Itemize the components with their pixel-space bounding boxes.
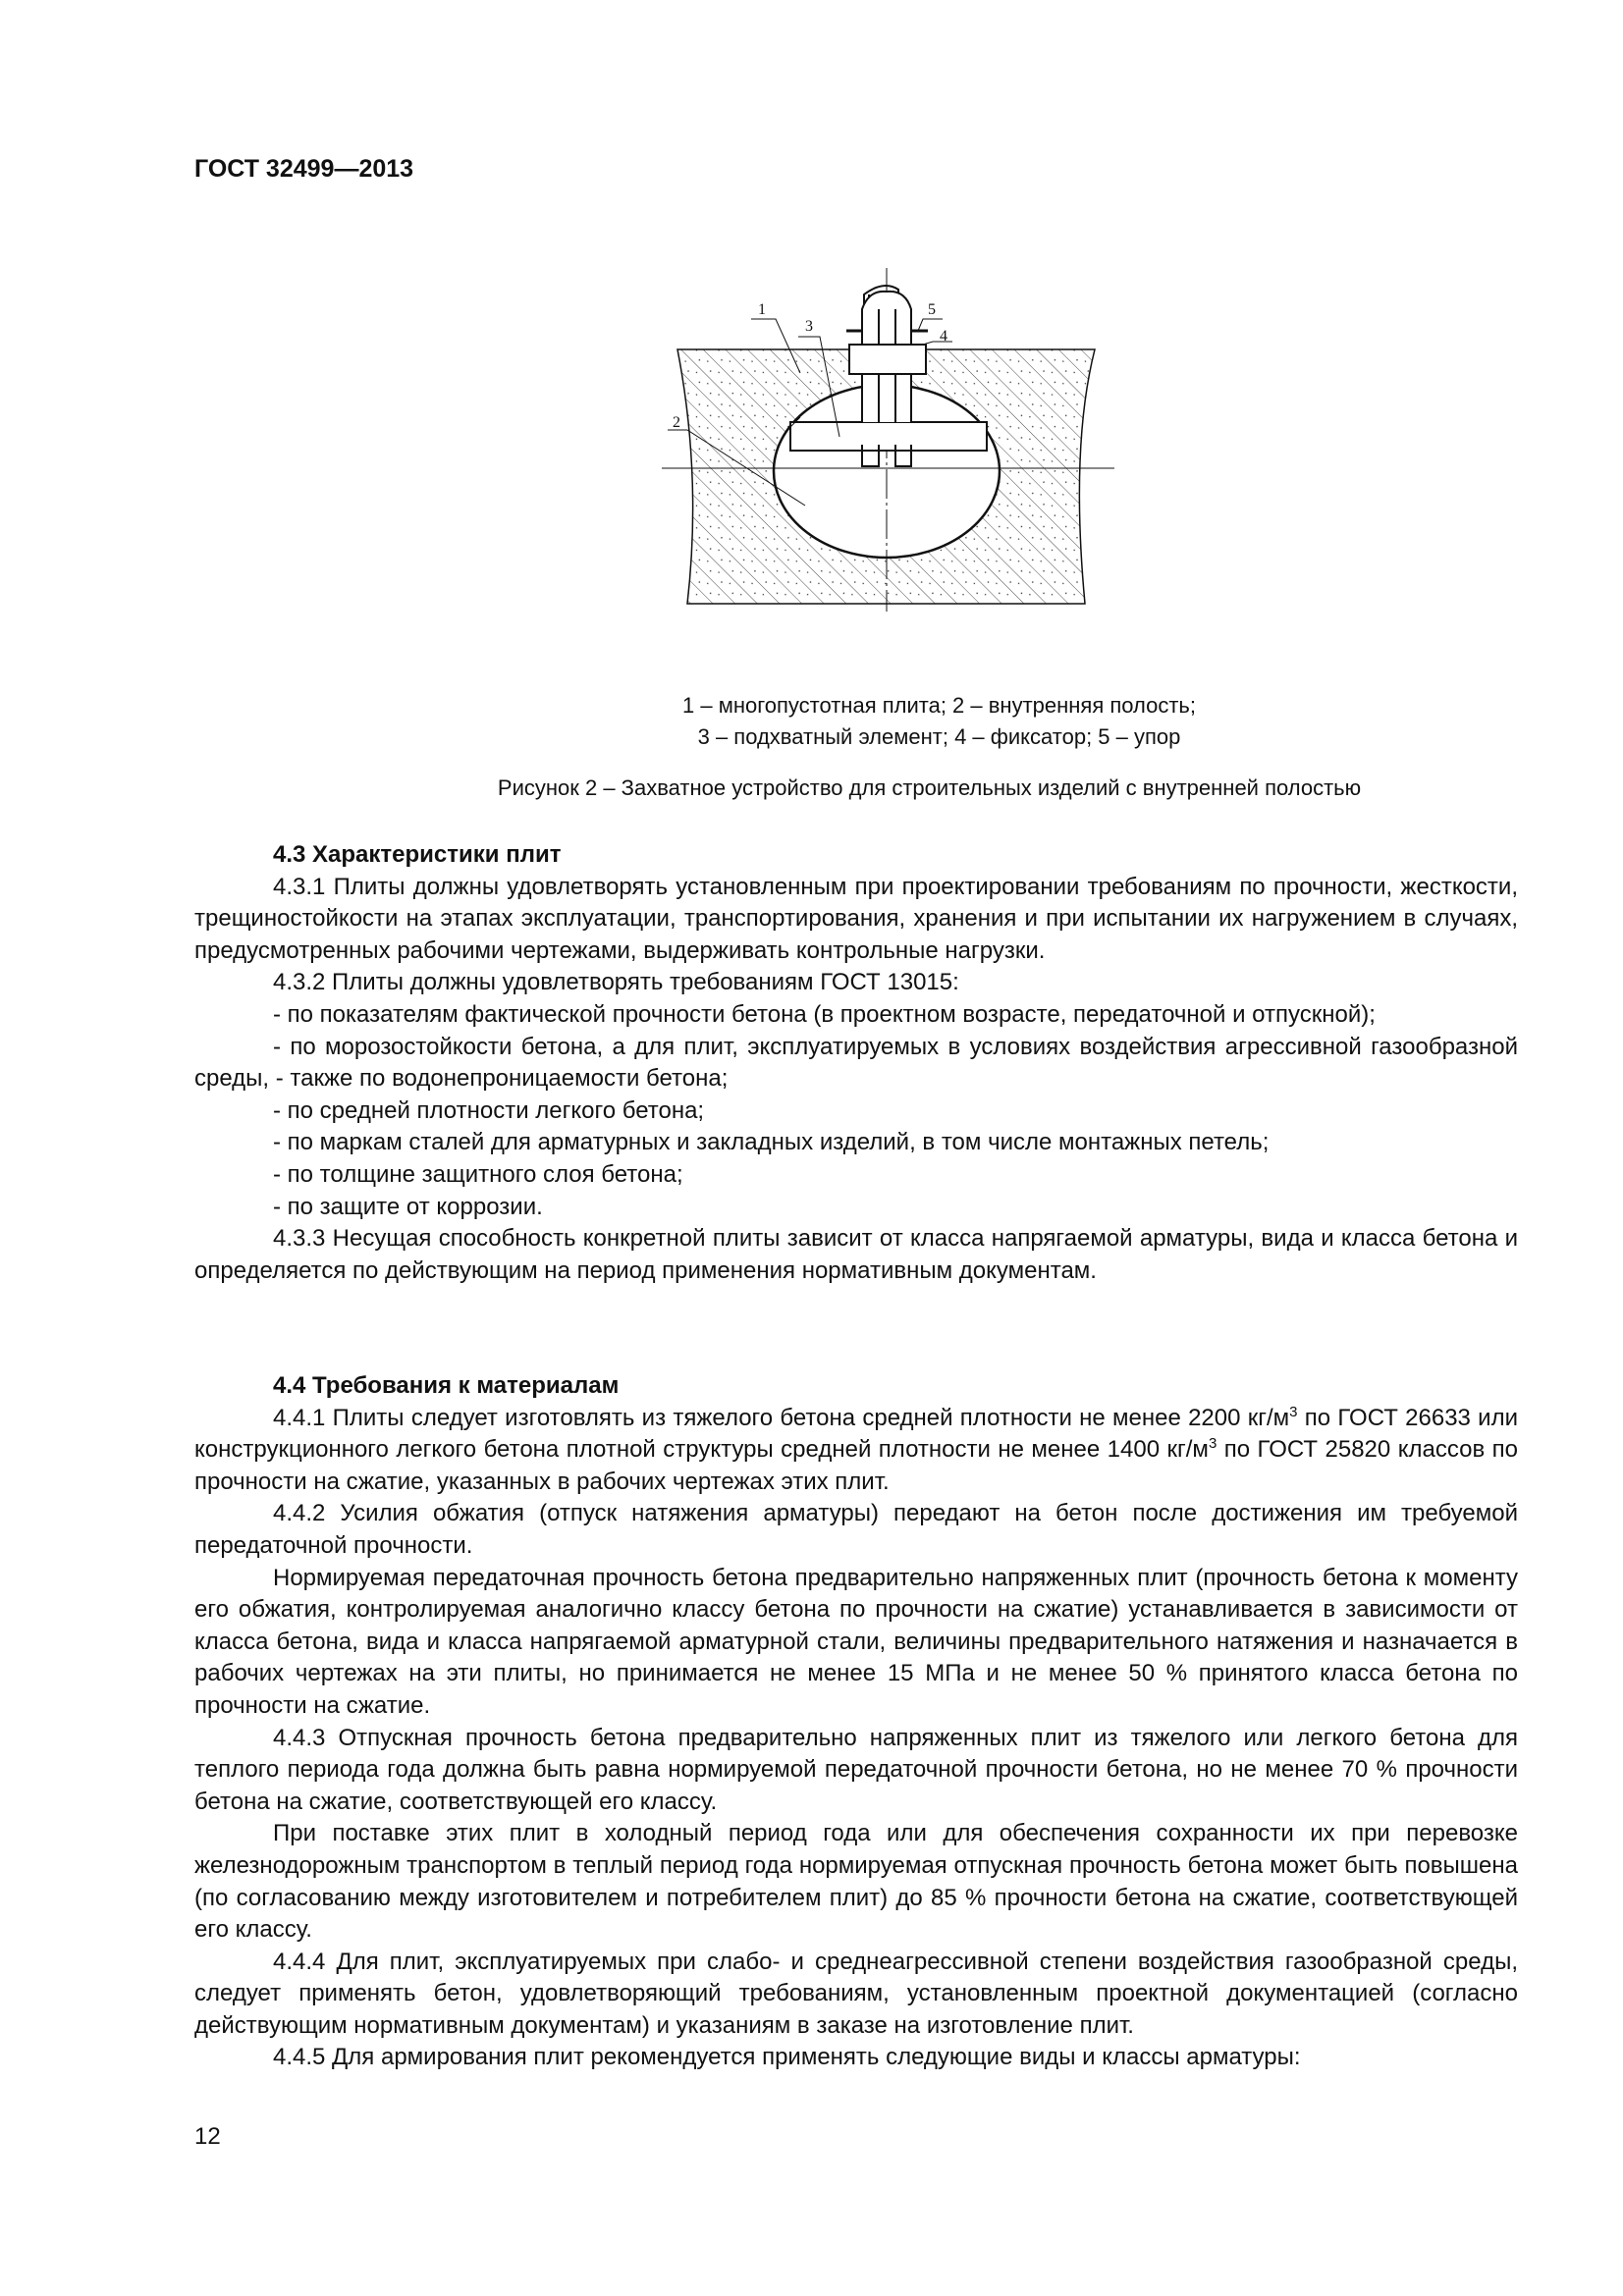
figure-lifting-device-drawing	[648, 250, 1139, 623]
callout-5: 5	[928, 301, 936, 318]
paragraph: 4.4.5 Для армирования плит рекомендуется применять следующие виды и классы арматуры:	[273, 2044, 1301, 2071]
section-4-3	[194, 839, 1518, 1287]
section-heading: 4.4 Требования к материалам	[273, 1372, 620, 1399]
callout-1: 1	[758, 301, 766, 318]
paragraph: - по защите от коррозии.	[273, 1193, 543, 1220]
paragraph: - по средней плотности легкого бетона;	[273, 1096, 705, 1124]
paragraph: - по показателям фактической прочности бетона (в проектном возрасте, передаточной и отпускной);	[273, 1000, 1376, 1028]
paragraph: 4.4.2 Усилия обжатия (отпуск натяжения арматуры) передают на бетон после достижения им требуемой передаточной прочности.	[194, 1500, 1518, 1559]
document-header: ГОСТ 32499—2013	[194, 155, 414, 183]
text: по ГОСТ 25820 классов по прочности на сжатие, указанных в рабочих чертежах этих плит.	[194, 1436, 1518, 1495]
paragraph: - по маркам сталей для арматурных и закладных изделий, в том числе монтажных петель;	[273, 1129, 1270, 1156]
paragraph: 4.4.4 Для плит, эксплуатируемых при слабо- и среднеагрессивной степени воздействия газообразной среды, следует применять бетон, удовлетворяющий требованиям, установленным проектной документацией (согласно действующим нормативным документам) и указаниям в заказе на изготовление плит.	[194, 1948, 1518, 2039]
paragraph: 4.4.3 Отпускная прочность бетона предварительно напряженных плит из тяжелого или легкого бетона для теплого периода года должна быть равна нормируемой передаточной прочности бетона, но не менее 70 % прочности бетона на сжатие, соответствующей его классу.	[194, 1724, 1518, 1815]
superscript: 3	[1208, 1435, 1217, 1453]
paragraph: При поставке этих плит в холодный период года или для обеспечения сохранности их при перевозке железнодорожным транспортом в теплый период года нормируемая отпускная прочность бетона может быть повышена (по согласованию между изготовителем и потребителем плит) до 85 % прочности бетона на сжатие, соответствующей его классу.	[194, 1820, 1518, 1944]
paragraph: - по толщине защитного слоя бетона;	[273, 1160, 683, 1188]
callout-4: 4	[940, 328, 947, 345]
legend-line: 1 – многопустотная плита; 2 – внутренняя полость;	[682, 693, 1196, 718]
paragraph: Нормируемая передаточная прочность бетона предварительно напряженных плит (прочность бетона к моменту его обжатия, контролируемая аналогично классу бетона по прочности на сжатие) устанавливается в зависимости от класса бетона, вида и класса напрягаемой арматурной стали, величины предварительного натяжения и назначается в рабочих чертежах на эти плиты, но принимается не менее 15 МПа и не менее 50 % принятого класса бетона по прочности на сжатие.	[194, 1564, 1518, 1719]
section-heading: 4.3 Характеристики плит	[273, 841, 562, 868]
lock	[849, 345, 926, 374]
gripping-element	[790, 422, 987, 451]
superscript: 3	[1289, 1403, 1298, 1420]
paragraph: 4.3.3 Несущая способность конкретной плиты зависит от класса напрягаемой арматуры, вида и класса бетона и определяется по действующим на период применения нормативным документам.	[194, 1225, 1518, 1284]
paragraph: 4.3.2 Плиты должны удовлетворять требованиям ГОСТ 13015:	[273, 969, 959, 996]
page-number: 12	[194, 2123, 221, 2150]
legend-line: 3 – подхватный элемент; 4 – фиксатор; 5 – упор	[697, 724, 1181, 749]
callout-2: 2	[673, 414, 680, 431]
figure-caption: Рисунок 2 – Захватное устройство для строительных изделий с внутренней полостью	[497, 775, 1362, 800]
text: по ГОСТ 26633 или конструкционного легкого бетона плотной структуры средней плотности не менее 1400 кг/м	[194, 1404, 1518, 1464]
text: 4.4.1 Плиты следует изготовлять из тяжелого бетона средней плотности не менее 2200 кг/м	[273, 1404, 1290, 1431]
callout-3: 3	[805, 318, 813, 335]
paragraph: - по морозостойкости бетона, а для плит, эксплуатируемых в условиях воздействия агрессивной газообразной среды, - также по водонепроницаемости бетона;	[194, 1033, 1518, 1093]
paragraph: 4.3.1 Плиты должны удовлетворять установленным при проектировании требованиям по прочности, жесткости, трещиностойкости на этапах эксплуатации, транспортирования, хранения и при испытании их нагружением в случаях, предусмотренных рабочими чертежами, выдерживать контрольные нагрузки.	[194, 873, 1518, 964]
paragraph-4-4-1	[194, 1403, 1518, 1499]
figure-legend	[0, 690, 1623, 753]
section-4-4	[194, 1370, 1518, 2074]
